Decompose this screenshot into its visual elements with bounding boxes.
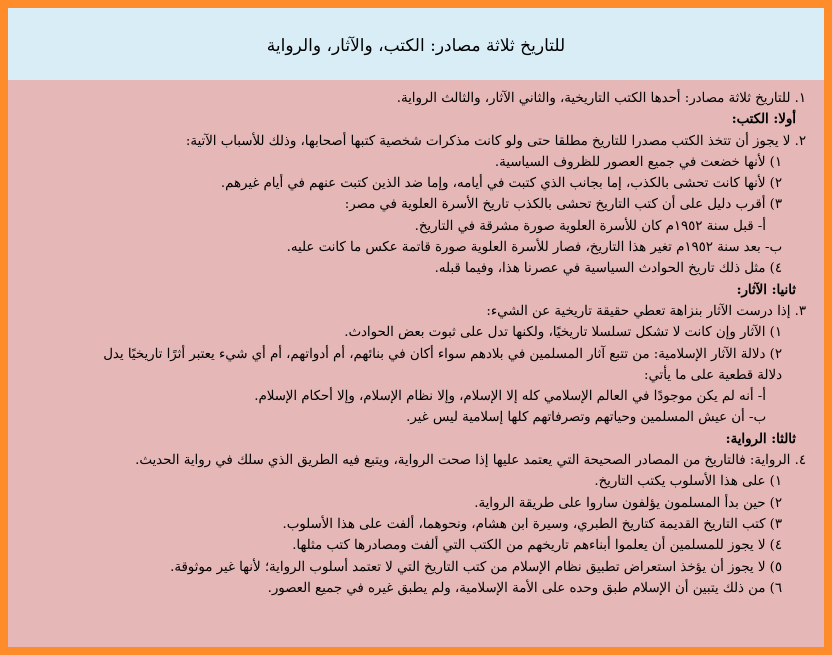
text-line: ١. للتاريخ ثلاثة مصادر: أحدها الكتب التاريخية، والثاني الآثار، والثالث الرواية. bbox=[396, 91, 806, 106]
text-line: ٤) مثل ذلك تاريخ الحوادث السياسية في عصرنا هذا، وفيما قبله. bbox=[434, 261, 782, 277]
text-line: ١) لأنها خضعت في جميع العصور للظروف السياسية. bbox=[494, 154, 782, 170]
text-line: ٥) لا يجوز أن يؤخذ استعراض تطبيق نظام الإسلام من كتب التاريخ التي لا تعتمد أسلوب الرواية؛ لأنها غير موثوقة. bbox=[170, 559, 782, 575]
text-line: ٣. إذا درست الآثار بنزاهة تعطي حقيقة تاريخية عن الشيء: bbox=[486, 303, 806, 319]
text-line: ٤) لا يجوز للمسلمين أن يعلموا أبناءهم تاريخهم من الكتب التي ألفت ومصادرها كتب مثلها. bbox=[292, 538, 782, 554]
text-line: ٢) حين بدأ المسلمون يؤلفون ساروا على طريقة الرواية. bbox=[474, 495, 782, 511]
document-frame bbox=[8, 8, 824, 647]
text-line: ٤. الرواية: فالتاريخ من المصادر الصحيحة التي يعتمد عليها إذا صحت الرواية، ويتبع فيه الطريق الذي سلك في رواية الحديث. bbox=[135, 453, 806, 469]
text-line: ٢) دلالة الآثار الإسلامية: من تتبع آثار المسلمين في بلادهم سواء أكان في بنائهم، أم أدواتهم، أم أي شيء يعتبر أثرًا تاريخيًا يدل bbox=[103, 346, 782, 362]
text-line: ٦) من ذلك يتبين أن الإسلام طبق وحده على الأمة الإسلامية، ولم يطبق غيره في جميع العصور. bbox=[267, 580, 782, 596]
text-line: ٢. لا يجوز أن تتخذ الكتب مصدرا للتاريخ مطلقا حتى ولو كانت مذكرات شخصية كتبها أصحابها، وذلك للأسباب الآتية: bbox=[185, 133, 806, 149]
text-line: ٣) كتب التاريخ القديمة كتاريخ الطبري، وسيرة ابن هشام، ونحوهما، ألفت على هذا الأسلوب. bbox=[282, 516, 782, 532]
text-line: ب- بعد سنة ١٩٥٢م تغير هذا التاريخ، فصار للأسرة العلوية صورة قاتمة عكس ما كانت عليه. bbox=[286, 240, 782, 256]
text-line: ٣) أقرب دليل على أن كتب التاريخ تحشى بالكذب تاريخ الأسرة العلوية في مصر: bbox=[344, 197, 782, 213]
text-line: ١) على هذا الأسلوب يكتب التاريخ. bbox=[594, 474, 782, 490]
section-heading: ثانيا: الآثار: bbox=[736, 282, 796, 298]
title-banner bbox=[8, 8, 824, 80]
text-line: ١) الآثار وإن كانت لا تشكل تسلسلا تاريخيًا، ولكنها تدل على ثبوت بعض الحوادث. bbox=[344, 325, 782, 341]
text-line: أ- قبل سنة ١٩٥٢م كان للأسرة العلوية صورة مشرقة في التاريخ. bbox=[414, 218, 766, 234]
text-line: ب- أن عيش المسلمين وحياتهم وتصرفاتهم كلها إسلامية ليس غير. bbox=[406, 410, 766, 426]
text-line: ٢) لأنها كانت تحشى بالكذب، إما بجانب الذي كتبت في أيامه، وإما ضد الذين كتبت عنهم في أيام غيرهم. bbox=[220, 176, 782, 192]
text-line: دلالة قطعية على ما يأتي: bbox=[643, 367, 782, 383]
page-title: للتاريخ ثلاثة مصادر: الكتب، والآثار، والرواية bbox=[266, 36, 566, 56]
section-heading: ثالثا: الرواية: bbox=[725, 431, 796, 447]
text-line: أ- أنه لم يكن موجودًا في العالم الإسلامي كله إلا الإسلام، وإلا نظام الإسلام، وإلا أحكام الإسلام. bbox=[254, 389, 766, 405]
document-body bbox=[22, 88, 810, 599]
section-heading: أولا: الكتب: bbox=[731, 112, 796, 128]
